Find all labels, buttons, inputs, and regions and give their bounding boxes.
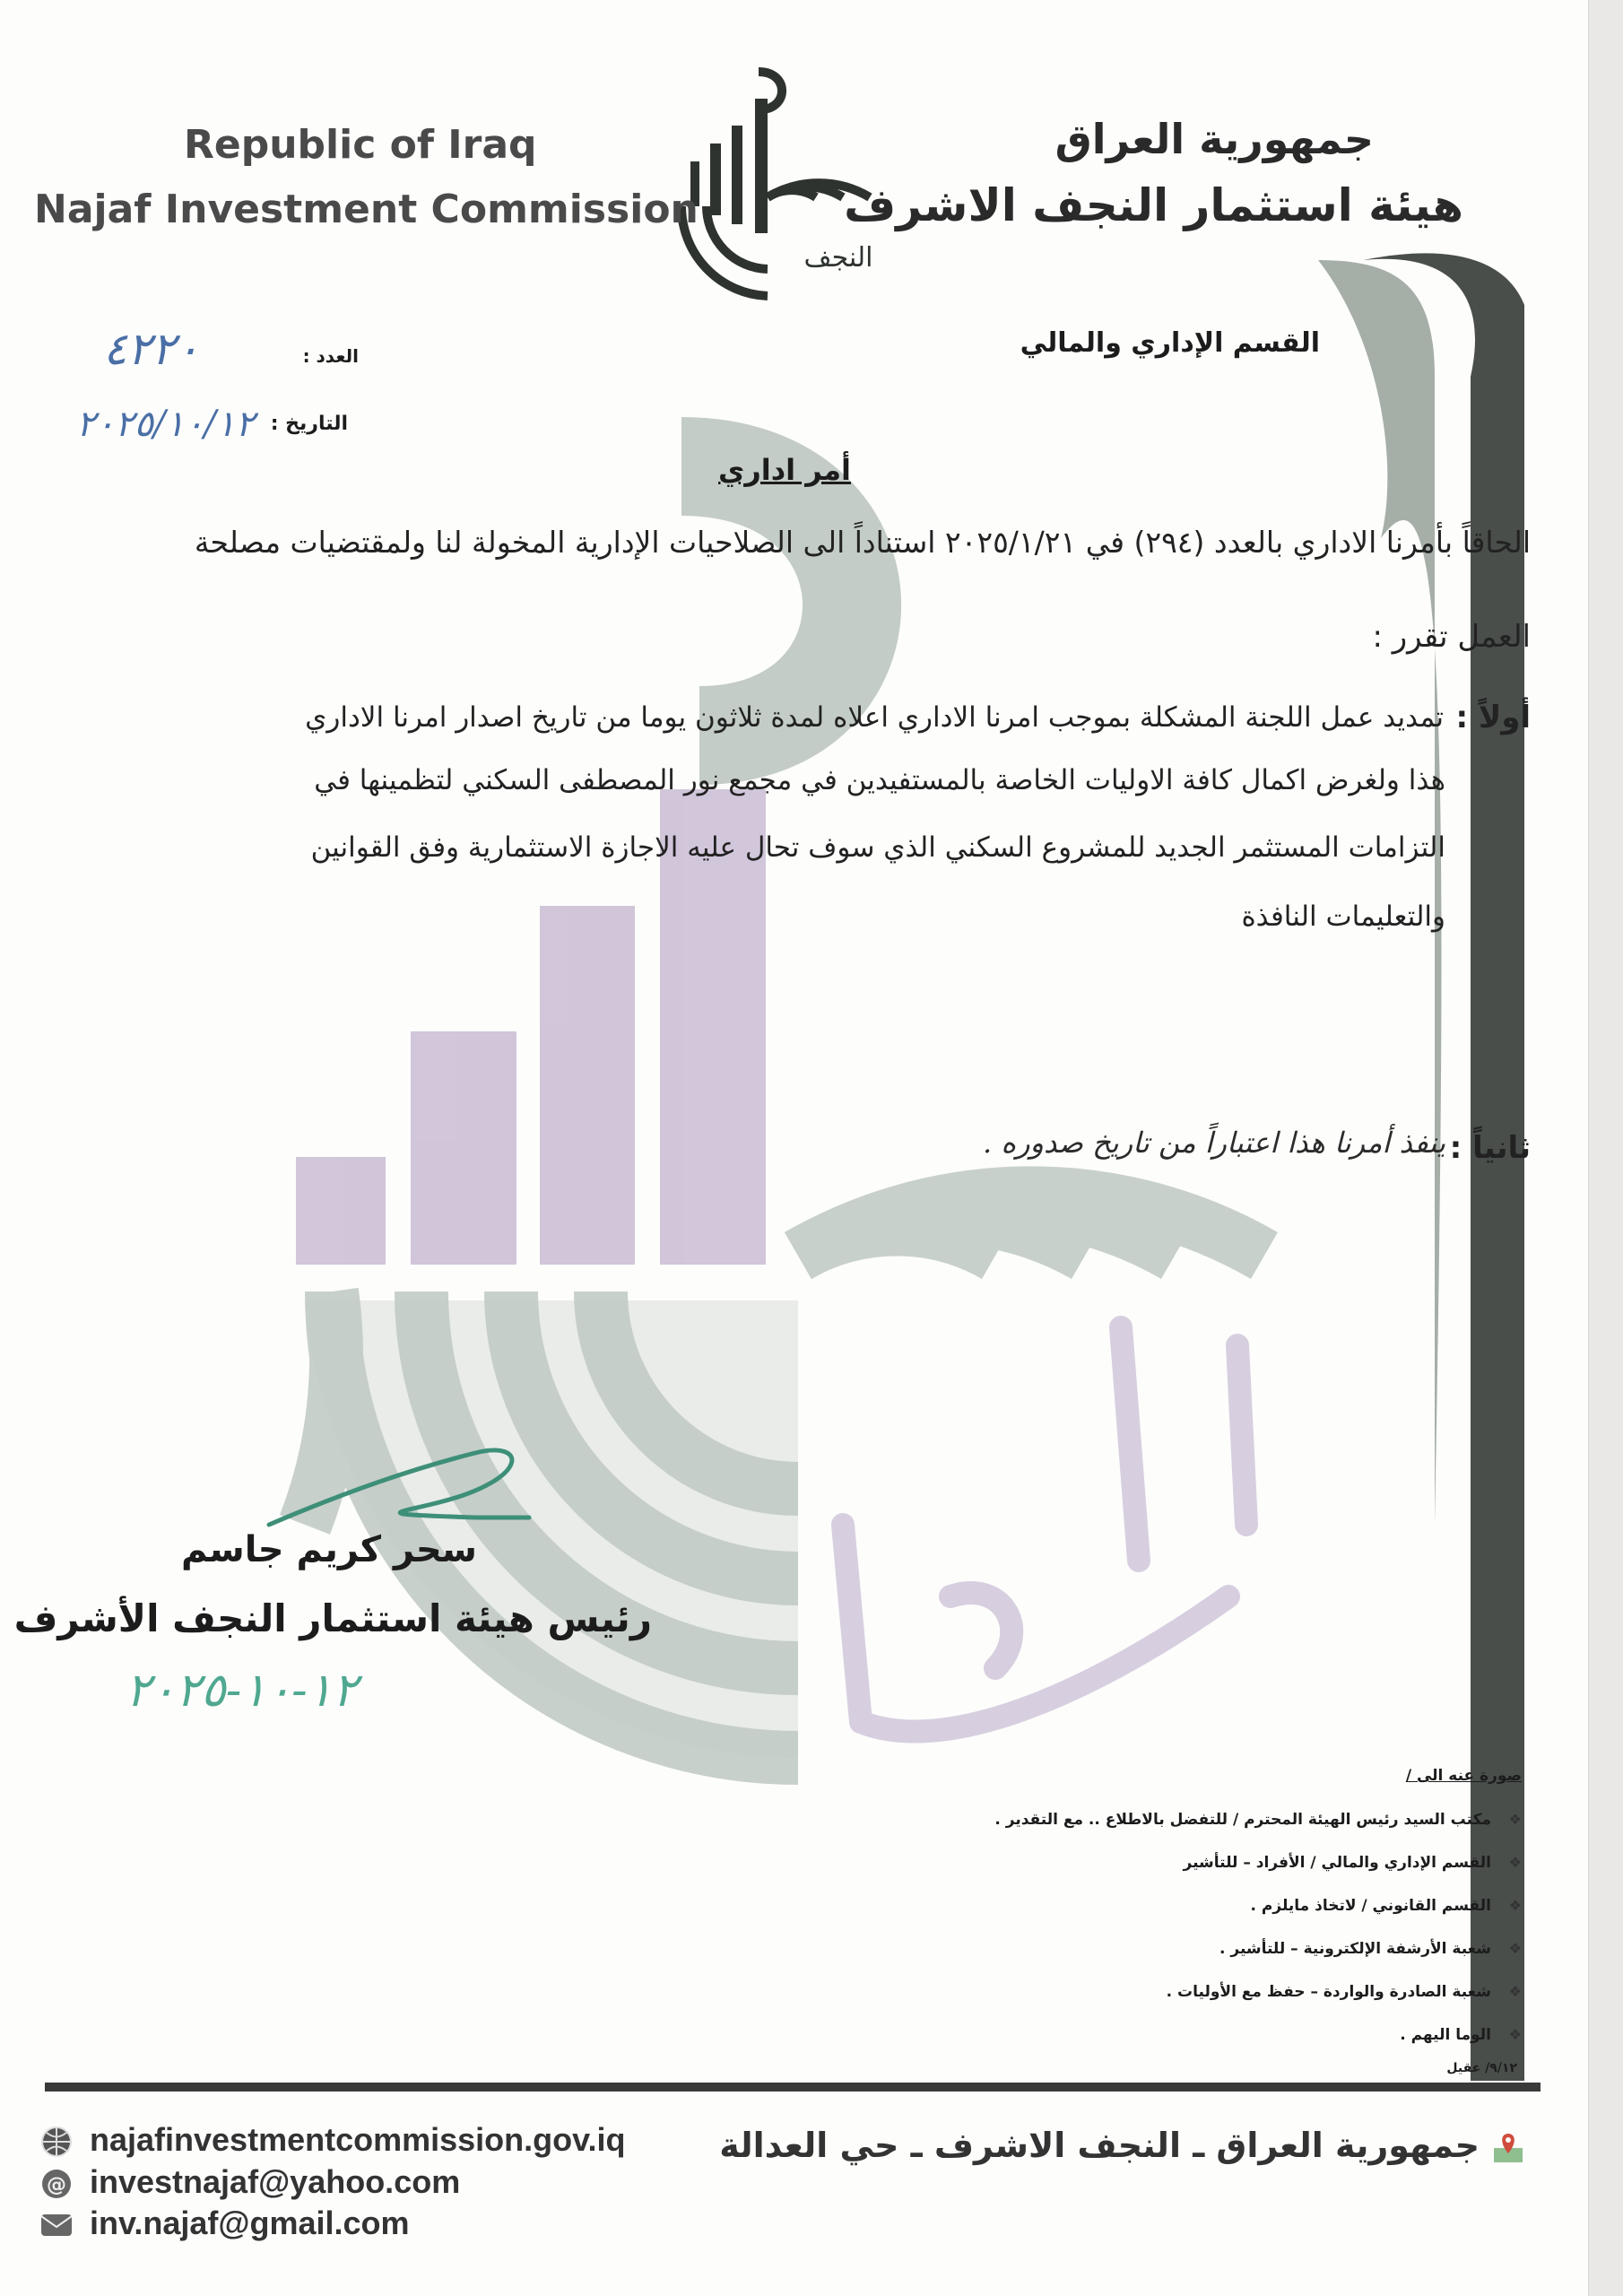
at-sign-icon bbox=[36, 2166, 77, 2202]
first-line-3: التزامات المستثمر الجديد للمشروع السكني الذي سوف تحال عليه الاجازة الاستثمارية وفق القوانين bbox=[310, 831, 1445, 864]
intro-line-2: العمل تقرر : bbox=[1372, 619, 1531, 655]
svg-text:@: @ bbox=[47, 2174, 66, 2197]
cc-item: ❖ القسم الإداري والمالي / الأفراد – للتأشير bbox=[804, 1841, 1522, 1884]
number-label: العدد : bbox=[302, 345, 359, 367]
cc-item: ❖ القسم القانوني / لاتخاذ مايلزم . bbox=[804, 1884, 1522, 1927]
footer-divider bbox=[45, 2083, 1541, 2092]
header-republic-ar: جمهورية العراق bbox=[1055, 115, 1374, 163]
email-gmail-text: inv.najaf@gmail.com bbox=[90, 2205, 410, 2241]
second-text: ينفذ أمرنا هذا اعتباراً من تاريخ صدوره . bbox=[982, 1126, 1445, 1160]
footer-address bbox=[719, 2126, 1526, 2166]
page-edge bbox=[1588, 0, 1623, 2296]
date-label: التاريخ : bbox=[270, 413, 348, 435]
header-commission-en: Najaf Investment Commission bbox=[34, 187, 699, 232]
footer-website[interactable] bbox=[36, 2121, 625, 2160]
first-line-2: هذا ولغرض اكمال كافة الاوليات الخاصة بالمستفيدين في مجمع نور المصطفى السكني لتظمينها في bbox=[314, 764, 1445, 796]
cc-item: ❖ الوما اليهم . bbox=[804, 2013, 1522, 2057]
first-label: أولاً : bbox=[1455, 700, 1531, 735]
department-label: القسم الإداري والمالي bbox=[1020, 327, 1320, 359]
signature-date: ١٢-١٠-٢٠٢٥ bbox=[126, 1664, 358, 1718]
first-line-4: والتعليمات النافذة bbox=[1241, 900, 1445, 933]
address-text: جمهورية العراق ـ النجف الاشرف ـ حي العدالة bbox=[719, 2126, 1480, 2165]
location-icon bbox=[1490, 2130, 1526, 2166]
email-yahoo-text: investnajaf@yahoo.com bbox=[90, 2163, 461, 2200]
date-value: ٢٠٢٥/١٠/١٢ bbox=[76, 404, 255, 445]
intro-line-1: الحاقاً بأمرنا الاداري بالعدد (٢٩٤) في ٢٠٢٥/١/٢١ استناداً الى الصلاحيات الإدارية المخولة لنا ولمقتضيات مصلحة bbox=[194, 525, 1531, 560]
footer-email-yahoo[interactable] bbox=[36, 2163, 460, 2202]
cc-list bbox=[804, 1798, 1522, 2057]
header-logo-text: النجف bbox=[803, 242, 873, 274]
first-line-1: تمديد عمل اللجنة المشكلة بموجب امرنا الاداري اعلاه لمدة ثلاثون يوما من تاريخ اصدار امرنا الاداري bbox=[305, 701, 1444, 734]
globe-icon bbox=[36, 2124, 77, 2160]
signatory-position: رئيس هيئة استثمار النجف الأشرف bbox=[13, 1596, 652, 1640]
handwritten-signature bbox=[260, 1417, 556, 1543]
mail-icon bbox=[36, 2207, 77, 2243]
second-label: ثانياً : bbox=[1449, 1130, 1531, 1166]
header-republic-en: Republic of Iraq bbox=[184, 122, 537, 168]
cc-item: ❖ مكتب السيد رئيس الهيئة المحترم / للتفضل بالاطلاع .. مع التقدير . bbox=[804, 1798, 1522, 1841]
cc-item: ❖ شعبة الأرشفة الإلكترونية – للتأشير . bbox=[804, 1927, 1522, 1970]
cc-title: صورة عنه الى / bbox=[1405, 1767, 1522, 1785]
footer-email-gmail[interactable] bbox=[36, 2205, 410, 2243]
cc-item: ❖ شعبة الصادرة والواردة – حفظ مع الأوليات . bbox=[804, 1970, 1522, 2013]
number-value: ٤٢٢٠ bbox=[103, 323, 200, 375]
signatory-name: سحر كريم جاسم bbox=[181, 1529, 477, 1570]
website-text: najafinvestmentcommission.gov.iq bbox=[90, 2121, 626, 2158]
document-title: أمر اداري bbox=[718, 453, 851, 487]
cc-reference: ٩/١٢/ عقيل bbox=[1446, 2061, 1517, 2075]
header-commission-ar: هيئة استثمار النجف الاشرف bbox=[844, 179, 1463, 231]
